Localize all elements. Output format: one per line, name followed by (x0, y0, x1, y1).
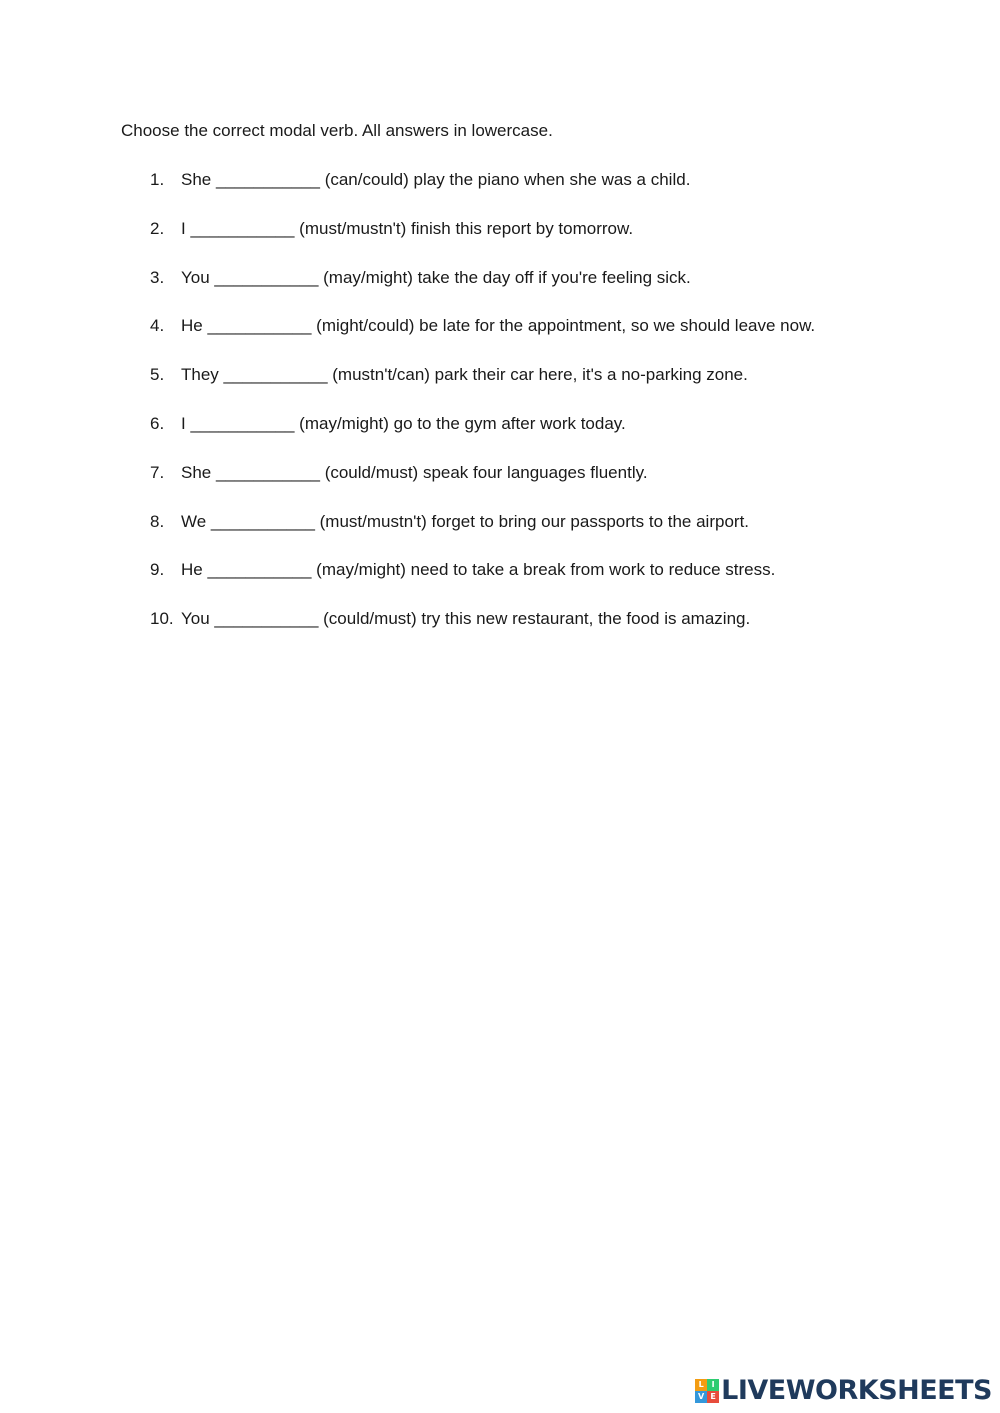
exercise-item-3 (150, 267, 815, 316)
exercise-item-8 (150, 511, 815, 560)
item-sentence: He ___________ (might/could) be late for the appointment, so we should leave now. (181, 316, 816, 336)
exercise-list (150, 169, 815, 657)
logo-cell-l: L (695, 1379, 707, 1391)
instructions-text: Choose the correct modal verb. All answers in lowercase. (121, 121, 553, 140)
item-sentence: They ___________ (mustn't/can) park their car here, it's a no-parking zone. (181, 365, 748, 385)
item-sentence: I ___________ (may/might) go to the gym after work today. (181, 413, 626, 433)
item-sentence: She ___________ (could/must) speak four languages fluently. (181, 462, 648, 482)
brand-wordmark: LIVEWORKSHEETS (721, 1375, 992, 1406)
item-sentence: She ___________ (can/could) play the piano when she was a child. (181, 170, 691, 189)
item-number: 4. (150, 316, 165, 336)
item-number: 6. (150, 413, 165, 433)
item-number: 8. (150, 511, 165, 531)
item-number: 1. (150, 170, 165, 189)
exercise-item-10 (150, 608, 815, 657)
liveworksheets-branding (695, 1375, 992, 1407)
item-number: 7. (150, 462, 165, 482)
exercise-item-4 (150, 315, 815, 364)
exercise-item-9 (150, 559, 815, 608)
exercise-item-1 (150, 169, 815, 218)
exercise-item-6 (150, 413, 815, 462)
item-sentence: I ___________ (must/mustn't) finish this report by tomorrow. (181, 218, 634, 238)
item-sentence: We ___________ (must/mustn't) forget to bring our passports to the airport. (181, 511, 750, 531)
liveworksheets-logo-icon (695, 1379, 719, 1403)
item-number: 10. (150, 609, 174, 629)
item-number: 2. (150, 218, 165, 238)
exercise-item-5 (150, 364, 815, 413)
item-number: 3. (150, 267, 165, 287)
item-sentence: You ___________ (may/might) take the day off if you're feeling sick. (181, 267, 691, 287)
logo-cell-e: E (707, 1391, 719, 1403)
item-number: 9. (150, 560, 165, 580)
logo-cell-i: I (707, 1379, 719, 1391)
logo-cell-v: V (695, 1391, 707, 1403)
exercise-item-7 (150, 462, 815, 511)
item-sentence: You ___________ (could/must) try this new restaurant, the food is amazing. (181, 609, 751, 629)
exercise-item-2 (150, 218, 815, 267)
item-sentence: He ___________ (may/might) need to take a break from work to reduce stress. (181, 560, 776, 580)
item-number: 5. (150, 365, 165, 385)
